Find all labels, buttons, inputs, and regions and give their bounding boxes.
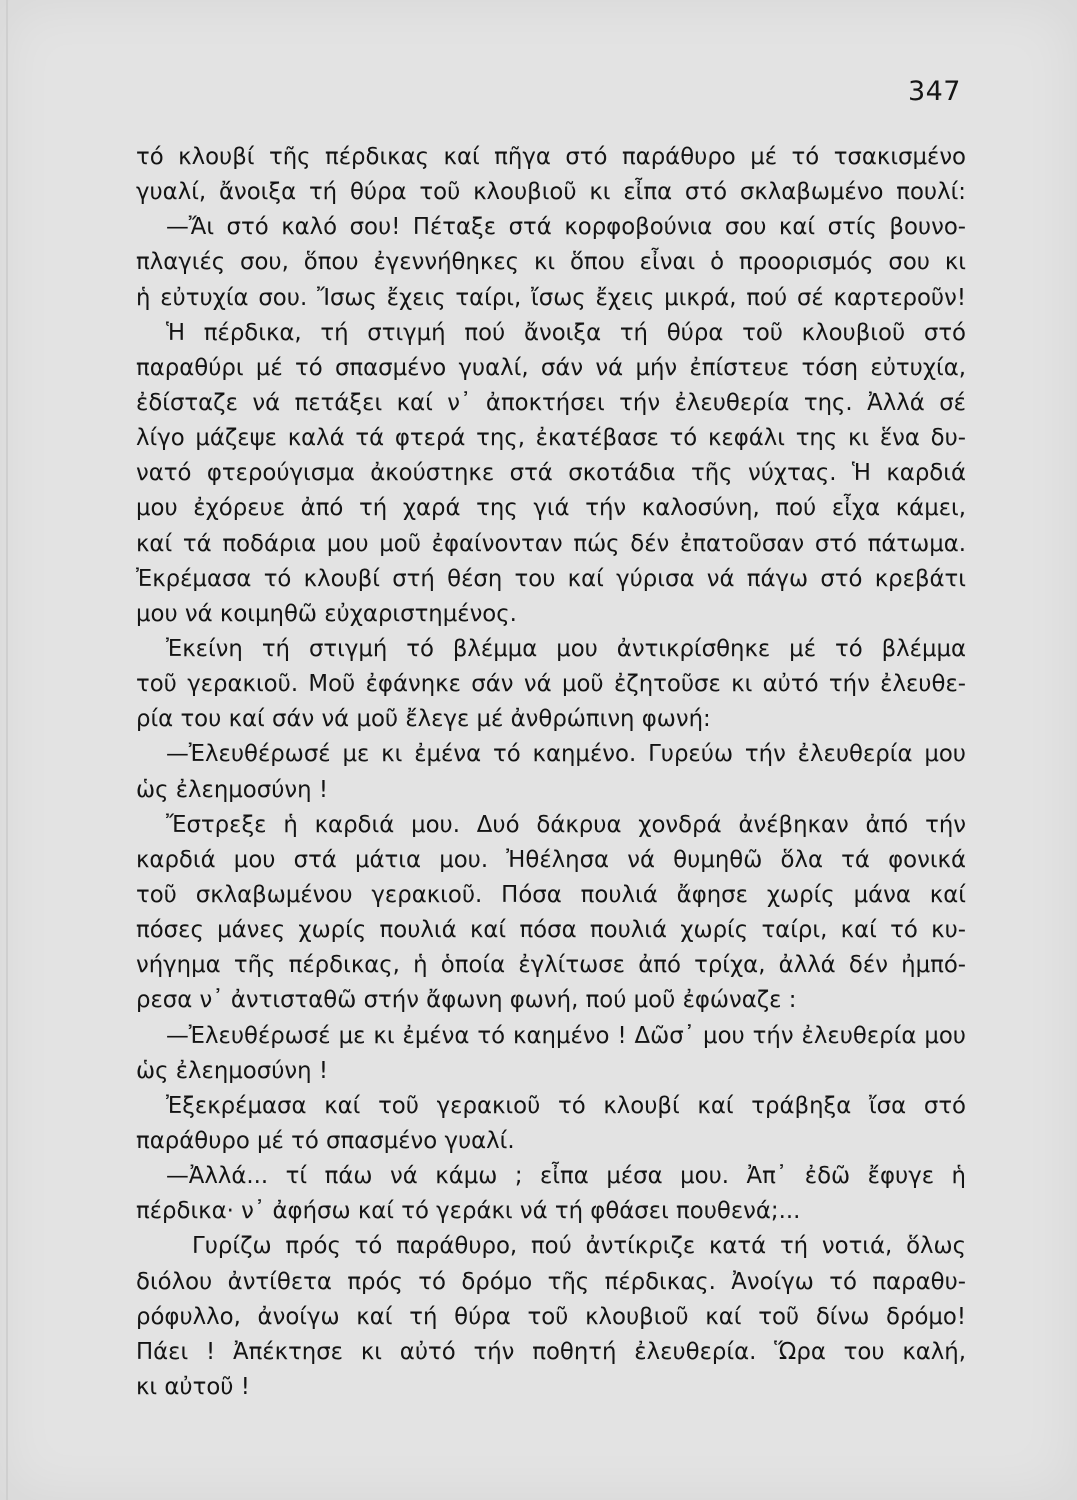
text-line: τοῦ γερακιοῦ. Μοῦ ἐφάνηκε σάν νά μοῦ ἐζητοῦσε κι αὐτό τήν ἐλευθε-	[136, 671, 966, 698]
text-line: ὡς ἐλεημοσύνη !	[136, 1057, 328, 1084]
text-line: Ἐκείνη τή στιγμή τό βλέμμα μου ἀντικρίσθηκε μέ τό βλέμμα	[166, 635, 966, 662]
text-line: ρεσα ν᾽ ἀντισταθῶ στήν ἄφωνη φωνή, πού μοῦ ἐφώναζε :	[136, 987, 797, 1014]
text-line: μου νά κοιμηθῶ εὐχαριστημένος.	[136, 600, 517, 627]
text-line: παράθυρο μέ τό σπασμένο γυαλί.	[136, 1127, 515, 1154]
text-line: ἐδίσταζε νά πετάξει καί ν᾽ ἀποκτήσει τήν ἐλευθερία της. Ἀλλά σέ	[136, 389, 966, 416]
text-line: —Ἄι στό καλό σου! Πέταξε στά κορφοβούνια σου καί στίς βουνο-	[166, 214, 966, 241]
text-line: Ἡ πέρδικα, τή στιγμή πού ἄνοιξα τή θύρα τοῦ κλουβιοῦ στό	[166, 319, 966, 346]
body-text	[136, 140, 966, 1405]
text-line: Γυρίζω πρός τό παράθυρο, πού ἀντίκριζε κατά τή νοτιά, ὅλως	[192, 1233, 966, 1260]
text-line: καί τά ποδάρια μου μοῦ ἐφαίνονταν πώς δέν ἐπατοῦσαν στό πάτωμα.	[136, 530, 966, 557]
text-line: γυαλί, ἄνοιξα τή θύρα τοῦ κλουβιοῦ κι εἶπα στό σκλαβωμένο πουλί:	[136, 179, 966, 206]
page-number: 347	[907, 76, 961, 107]
text-line: τοῦ σκλαβωμένου γερακιοῦ. Πόσα πουλιά ἄφησε χωρίς μάνα καί	[136, 881, 966, 908]
text-line: κι αὐτοῦ !	[136, 1373, 250, 1400]
text-line: ὡς ἐλεημοσύνη !	[136, 776, 328, 803]
text-line: διόλου ἀντίθετα πρός τό δρόμο τῆς πέρδικας. Ἀνοίγω τό παραθυ-	[136, 1268, 966, 1295]
text-line: ρία του καί σάν νά μοῦ ἔλεγε μέ ἀνθρώπινη φωνή:	[136, 706, 711, 733]
text-line: μου ἐχόρευε ἀπό τή χαρά της γιά τήν καλοσύνη, πού εἶχα κάμει,	[136, 495, 966, 522]
text-line: Πάει ! Ἀπέκτησε κι αὐτό τήν ποθητή ἐλευθερία. Ὥρα του καλή,	[136, 1338, 966, 1365]
text-line: —Ἀλλά... τί πάω νά κάμω ; εἶπα μέσα μου. Ἀπ᾽ ἐδῶ ἔφυγε ἡ	[166, 1163, 966, 1190]
text-line: ρόφυλλο, ἀνοίγω καί τή θύρα τοῦ κλουβιοῦ καί τοῦ δίνω δρόμο!	[136, 1303, 966, 1330]
text-line: Ἔστρεξε ἡ καρδιά μου. Δυό δάκρυα χονδρά ἀνέβηκαν ἀπό τήν	[166, 811, 966, 838]
text-line: ἡ εὐτυχία σου. Ἴσως ἔχεις ταίρι, ἴσως ἔχεις μικρά, πού σέ καρτεροῦν!	[136, 284, 966, 311]
text-line: νατό φτερούγισμα ἀκούστηκε στά σκοτάδια τῆς νύχτας. Ἡ καρδιά	[136, 460, 966, 487]
text-line: Ἐξεκρέμασα καί τοῦ γερακιοῦ τό κλουβί καί τράβηξα ἴσα στό	[166, 1092, 966, 1119]
text-line: —Ἐλευθέρωσέ με κι ἐμένα τό καημένο. Γυρεύω τήν ἐλευθερία μου	[166, 741, 966, 768]
text-line: καρδιά μου στά μάτια μου. Ἠθέλησα νά θυμηθῶ ὅλα τά φονικά	[136, 846, 966, 873]
text-line: πλαγιές σου, ὅπου ἐγεννήθηκες κι ὅπου εἶναι ὁ προορισμός σου κι	[136, 249, 966, 276]
text-line: λίγο μάζεψε καλά τά φτερά της, ἐκατέβασε τό κεφάλι της κι ἕνα δυ-	[136, 425, 966, 452]
text-line: πόσες μάνες χωρίς πουλιά καί πόσα πουλιά χωρίς ταίρι, καί τό κυ-	[136, 917, 966, 944]
text-line: Ἐκρέμασα τό κλουβί στή θέση του καί γύρισα νά πάγω στό κρεβάτι	[136, 565, 966, 592]
text-line: τό κλουβί τῆς πέρδικας καί πῆγα στό παράθυρο μέ τό τσακισμένο	[136, 144, 966, 170]
text-line: —Ἐλευθέρωσέ με κι ἐμένα τό καημένο ! Δῶσ᾽ μου τήν ἐλευθερία μου	[166, 1022, 966, 1049]
text-line: παραθύρι μέ τό σπασμένο γυαλί, σάν νά μήν ἐπίστευε τόση εὐτυχία,	[136, 354, 966, 381]
text-line: πέρδικα· ν᾽ ἀφήσω καί τό γεράκι νά τή φθάσει πουθενά;...	[136, 1198, 801, 1225]
page-edge	[6, 0, 8, 1500]
text-line: νήγημα τῆς πέρδικας, ἡ ὁποία ἐγλίτωσε ἀπό τρίχα, ἀλλά δέν ἠμπό-	[136, 952, 966, 979]
